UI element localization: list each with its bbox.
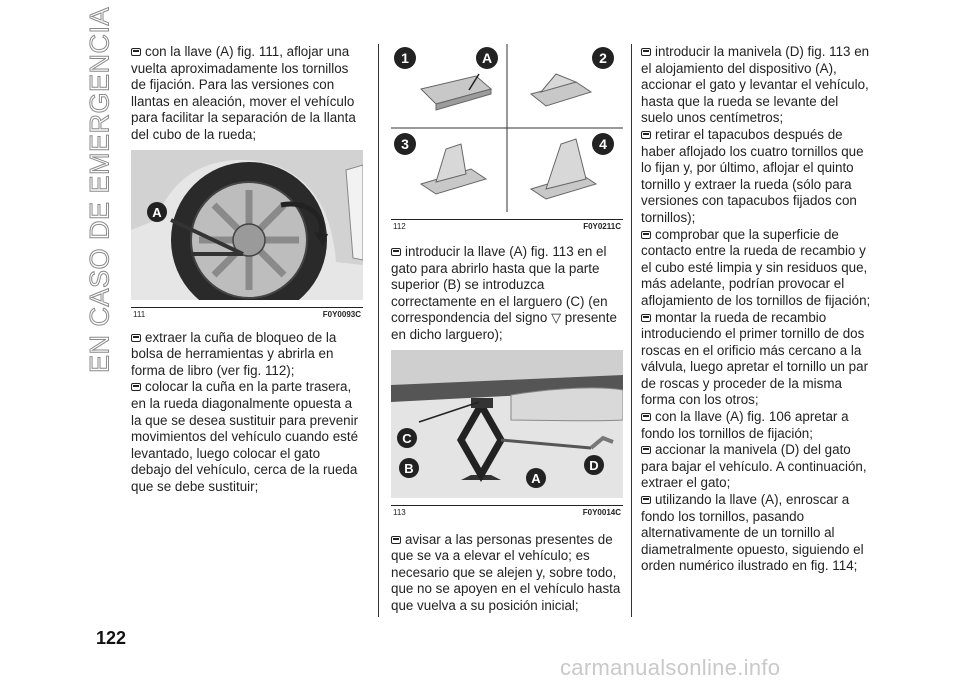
- page-number: 122: [96, 628, 127, 648]
- label-a: A: [481, 50, 493, 66]
- checkbox-bullet-icon: [641, 314, 651, 322]
- watermark: carmanualsonline.info: [560, 655, 781, 680]
- checkbox-bullet-icon: [641, 446, 651, 454]
- section-title: EN CASO DE EMERGENCIA: [84, 6, 115, 374]
- instruction-item: accionar la manivela (D) del gato para bajar el vehículo. A continuación, extraer el gato;: [641, 442, 867, 491]
- jack-illustration: [391, 350, 623, 498]
- checkbox-bullet-icon: [641, 496, 651, 504]
- column-1: [131, 44, 363, 496]
- figure-code: F0Y0211C: [583, 222, 621, 231]
- label-c: C: [402, 430, 412, 446]
- figure-caption: [391, 219, 623, 234]
- instruction-item: montar la rueda de recambio introduciendo el primer tornillo de dos roscas en el orificio más cercano a la válvula, luego apretar el tornillo un par de roscas y proceder de la misma forma con los otros;: [641, 309, 869, 408]
- label-b: B: [404, 460, 414, 476]
- label-d: D: [589, 457, 599, 473]
- column-divider: [378, 44, 379, 617]
- checkbox-bullet-icon: [641, 48, 651, 56]
- figure-caption: [391, 505, 623, 520]
- figure-number: 113: [393, 507, 406, 517]
- checkbox-bullet-icon: [391, 536, 401, 544]
- checkbox-bullet-icon: [641, 231, 651, 239]
- label-a: A: [152, 204, 162, 220]
- checkbox-bullet-icon: [131, 334, 141, 342]
- instruction-item: extraer la cuña de bloqueo de la bolsa de herramientas y abrirla en forma de libro (ver fig. 112);: [131, 329, 337, 378]
- wheel-illustration: [131, 150, 363, 300]
- label-a: A: [531, 470, 541, 486]
- instruction-item: introducir la llave (A) fig. 113 en el gato para abrirlo hasta que la parte superior (B) se introduzca correctamente en el larguero (C) (en correspondencia del signo ▽ presente en dicho larguero);: [391, 244, 617, 342]
- checkbox-bullet-icon: [131, 48, 141, 56]
- figure-code: F0Y0014C: [582, 507, 621, 517]
- figure-caption: [131, 307, 363, 322]
- checkbox-bullet-icon: [391, 248, 401, 256]
- instruction-item: avisar a las personas presentes de que se va a elevar el vehículo; es necesario que se alejen y, sobre todo, que no se apoyen en el vehículo hasta que vuelva a su posición inicial;: [391, 531, 621, 613]
- wedge-steps-illustration: [391, 44, 623, 212]
- checkbox-bullet-icon: [641, 413, 651, 421]
- column-3: [641, 44, 873, 575]
- figure-111: [131, 150, 363, 322]
- figure-number: 111: [133, 309, 146, 319]
- instruction-item: introducir la manivela (D) fig. 113 en el alojamiento del dispositivo (A), accionar el gato y levantar el vehículo, hasta que la rueda se levante del suelo unos centímetros;: [641, 44, 870, 126]
- instruction-item: con la llave (A) fig. 111, aflojar una vuelta aproximadamente los tornillos de fijación. Para las versiones con llantas en aleación, mover el vehículo para facilitar la separación de la llanta del cubo de la rueda;: [131, 44, 356, 142]
- step-3-marker: 3: [401, 136, 409, 152]
- column-divider: [631, 44, 632, 617]
- step-4-marker: 4: [599, 136, 607, 152]
- column-2: [391, 44, 623, 615]
- instruction-item: comprobar que la superficie de contacto entre la rueda de recambio y el cubo esté limpia y sin residuos que, más adelante, podrían provocar el aflojamiento de los tornillos de fijación;: [641, 226, 871, 308]
- figure-number: 112: [393, 222, 406, 231]
- figure-113: [391, 350, 623, 520]
- figure-code: F0Y0093C: [322, 309, 361, 319]
- instruction-item: utilizando la llave (A), enroscar a fondo los tornillos, pasando alternativamente de un tornillo al diametralmente opuesto, siguiendo el orden numérico ilustrado en fig. 114;: [641, 492, 864, 574]
- figure-112: [391, 44, 623, 234]
- instruction-item: con la llave (A) fig. 106 apretar a fondo los tornillos de fijación;: [641, 409, 849, 441]
- step-1-marker: 1: [401, 50, 409, 66]
- instruction-item: colocar la cuña en la parte trasera, en la rueda diagonalmente opuesta a la que se desea sustituir para prevenir movimientos del vehículo cuando esté levantado, luego colocar el gato debajo del vehículo, cerca de la rueda que se debe sustituir;: [131, 379, 359, 494]
- step-2-marker: 2: [599, 50, 607, 66]
- instruction-item: retirar el tapacubos después de haber aflojado los cuatro tornillos que lo fijan y, por último, aflojar el quinto tornillo y extraer la rueda (sólo para versiones con tapacubos fijados con tornillos);: [641, 126, 864, 225]
- checkbox-bullet-icon: [131, 383, 141, 391]
- checkbox-bullet-icon: [641, 131, 651, 139]
- triangle-sign-icon: ▽: [551, 310, 562, 326]
